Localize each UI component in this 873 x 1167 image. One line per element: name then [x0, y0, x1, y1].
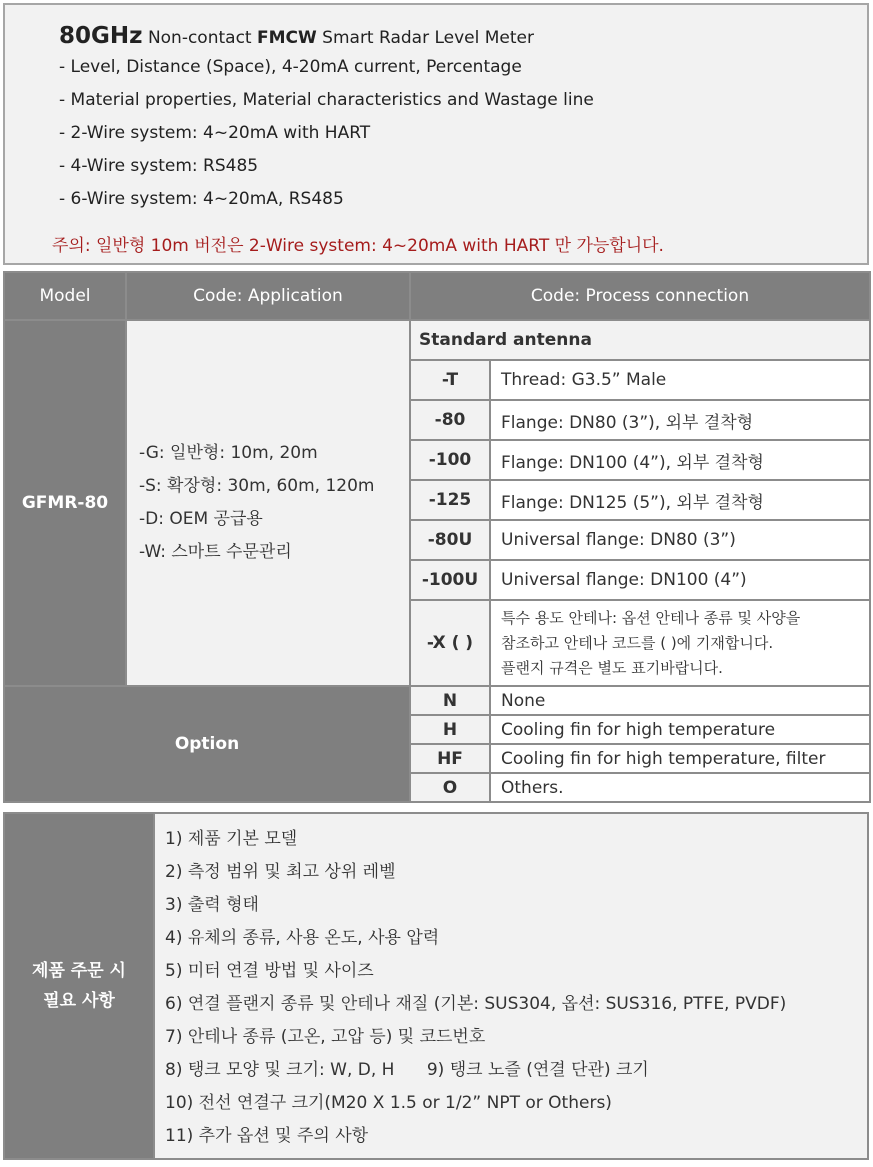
special-desc-line: 플랜지 규격은 별도 표기바랍니다.: [501, 658, 723, 677]
connection-code: -T: [411, 361, 489, 399]
connection-code: -100U: [411, 561, 489, 599]
title-frequency: 80GHz: [59, 23, 143, 49]
feature-line: - 4-Wire system: RS485: [59, 156, 259, 176]
order-item: 5) 미터 연결 방법 및 사이즈: [165, 961, 374, 981]
title-part1: Non-contact: [147, 28, 252, 48]
option-desc: Others.: [491, 774, 869, 801]
option-code: O: [411, 774, 489, 801]
order-item: 3) 출력 형태: [165, 895, 259, 915]
option-label: Option: [5, 687, 409, 801]
connection-desc: Flange: DN80 (3”), 외부 결착형: [491, 401, 869, 439]
application-cell: [127, 321, 409, 685]
special-desc-line: 특수 용도 안테나: 옵션 안테나 종류 및 사양을: [501, 608, 801, 627]
application-line: -W: 스마트 수문관리: [139, 542, 292, 562]
feature-line: - Material properties, Material characteristics and Wastage line: [59, 90, 594, 110]
title-fmcw: FMCW: [257, 28, 317, 48]
option-code: HF: [411, 745, 489, 772]
connection-desc: Flange: DN125 (5”), 외부 결착형: [491, 481, 869, 519]
order-item: 8) 탱크 모양 및 크기: W, D, H 9) 탱크 노즐 (연결 단관) 크기: [165, 1060, 649, 1080]
model-cell: GFMR-80: [5, 321, 125, 685]
warning-note: 주의: 일반형 10m 버전은 2-Wire system: 4~20mA with HART 만 가능합니다.: [52, 236, 664, 256]
feature-line: - Level, Distance (Space), 4-20mA current, Percentage: [59, 57, 522, 77]
standard-antenna-label: Standard antenna: [411, 321, 869, 359]
connection-code: -80: [411, 401, 489, 439]
order-item: 10) 전선 연결구 크기(M20 X 1.5 or 1/2” NPT or Others): [165, 1093, 612, 1113]
feature-line: - 2-Wire system: 4~20mA with HART: [59, 123, 371, 143]
header-application: Code: Application: [127, 273, 409, 319]
option-code: H: [411, 716, 489, 743]
intro-box: [3, 3, 869, 265]
header-process-connection: Code: Process connection: [411, 273, 869, 319]
connection-code: -80U: [411, 521, 489, 559]
connection-code: -100: [411, 441, 489, 479]
order-item: 4) 유체의 종류, 사용 온도, 사용 압력: [165, 928, 440, 948]
title-part2: Smart Radar Level Meter: [322, 28, 534, 48]
order-requirements: [3, 812, 869, 1160]
order-label-line: 필요 사항: [43, 991, 115, 1011]
application-line: -S: 확장형: 30m, 60m, 120m: [139, 476, 375, 496]
connection-desc-special: [491, 601, 869, 685]
option-desc: None: [491, 687, 869, 714]
feature-line: - 6-Wire system: 4~20mA, RS485: [59, 189, 344, 209]
option-code: N: [411, 687, 489, 714]
order-label-line: 제품 주문 시: [32, 961, 126, 981]
application-line: -D: OEM 공급용: [139, 509, 263, 529]
connection-desc: Flange: DN100 (4”), 외부 결착형: [491, 441, 869, 479]
order-item: 6) 연결 플랜지 종류 및 안테나 재질 (기본: SUS304, 옵션: SUS316, PTFE, PVDF): [165, 994, 787, 1014]
order-item: 1) 제품 기본 모델: [165, 829, 298, 849]
order-item: 11) 추가 옵션 및 주의 사항: [165, 1126, 369, 1146]
option-desc: Cooling fin for high temperature, filter: [491, 745, 869, 772]
connection-desc: Thread: G3.5” Male: [491, 361, 869, 399]
special-desc-line: 참조하고 안테나 코드를 ( )에 기재합니다.: [501, 633, 774, 652]
order-item: 2) 측정 범위 및 최고 상위 레벨: [165, 862, 396, 882]
order-list: [155, 814, 867, 1158]
product-title: [59, 23, 534, 49]
order-label: [5, 814, 153, 1158]
connection-code: -X ( ): [411, 601, 489, 685]
order-item: 7) 안테나 종류 (고온, 고압 등) 및 코드번호: [165, 1027, 486, 1047]
connection-code: -125: [411, 481, 489, 519]
connection-desc: Universal flange: DN80 (3”): [491, 521, 869, 559]
connection-desc: Universal flange: DN100 (4”): [491, 561, 869, 599]
spec-table: [3, 271, 871, 803]
application-line: -G: 일반형: 10m, 20m: [139, 443, 318, 463]
header-model: Model: [5, 273, 125, 319]
option-desc: Cooling fin for high temperature: [491, 716, 869, 743]
